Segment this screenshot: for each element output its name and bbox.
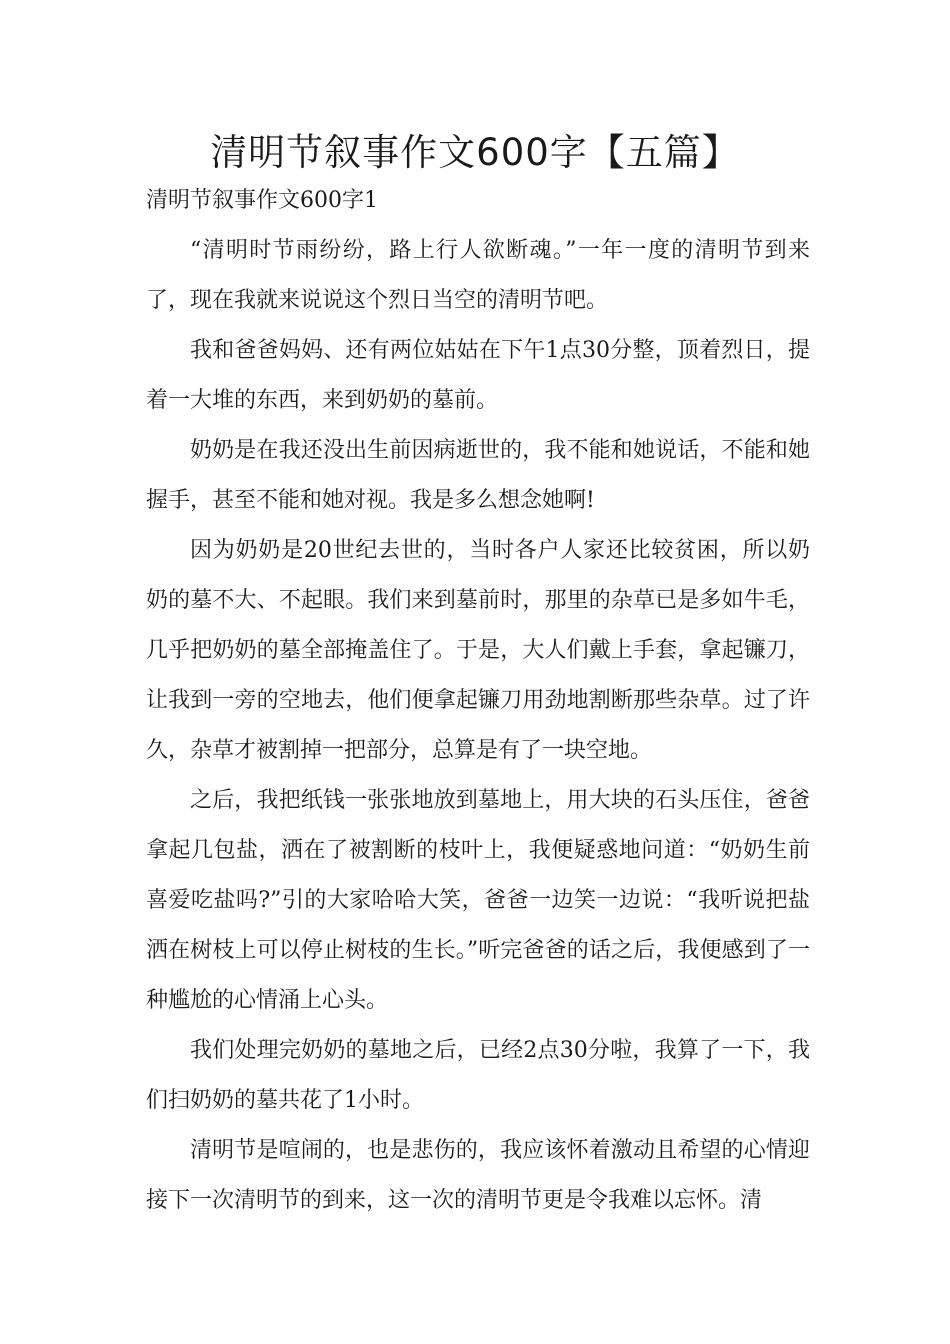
section-heading: 清明节叙事作文600字1 [146,188,378,213]
paragraph-2: 我和爸爸妈妈、还有两位姑姑在下午1点30分整，顶着烈日，提着一大堆的东西，来到奶奶的墓前。 [146,338,810,413]
document-title: 清明节叙事作文600字【五篇】 [210,131,740,174]
paragraph-7: 清明节是喧闹的，也是悲伤的，我应该怀着激动且希望的心情迎接下一次清明节的到来，这一次的清明节更是令我难以忘怀。清 [146,1138,810,1213]
paragraph-4: 因为奶奶是20世纪去世的，当时各户人家还比较贫困，所以奶奶的墓不大、不起眼。我们来到墓前时，那里的杂草已是多如牛毛，几乎把奶奶的墓全部掩盖住了。于是，大人们戴上手套，拿起镰刀，让我到一旁的空地去，他们便拿起镰刀用劲地割断那些杂草。过了许久，杂草才被割掉一把部分，总算是有了一块空地。 [146,538,810,763]
article-body [146,226,810,1226]
paragraph-1: “清明时节雨纷纷，路上行人欲断魂。”一年一度的清明节到来了，现在我就来说说这个烈日当空的清明节吧。 [146,238,810,313]
paragraph-6: 我们处理完奶奶的墓地之后，已经2点30分啦，我算了一下，我们扫奶奶的墓共花了1小时。 [146,1038,810,1113]
paragraph-5: 之后，我把纸钱一张张地放到墓地上，用大块的石头压住，爸爸拿起几包盐，洒在了被割断的枝叶上，我便疑惑地问道：“奶奶生前喜爱吃盐吗?”引的大家哈哈大笑，爸爸一边笑一边说：“我听说把盐洒在树枝上可以停止树枝的生长。”听完爸爸的话之后，我便感到了一种尴尬的心情涌上心头。 [146,788,810,1013]
paragraph-3: 奶奶是在我还没出生前因病逝世的，我不能和她说话，不能和她握手，甚至不能和她对视。我是多么想念她啊! [146,438,810,513]
